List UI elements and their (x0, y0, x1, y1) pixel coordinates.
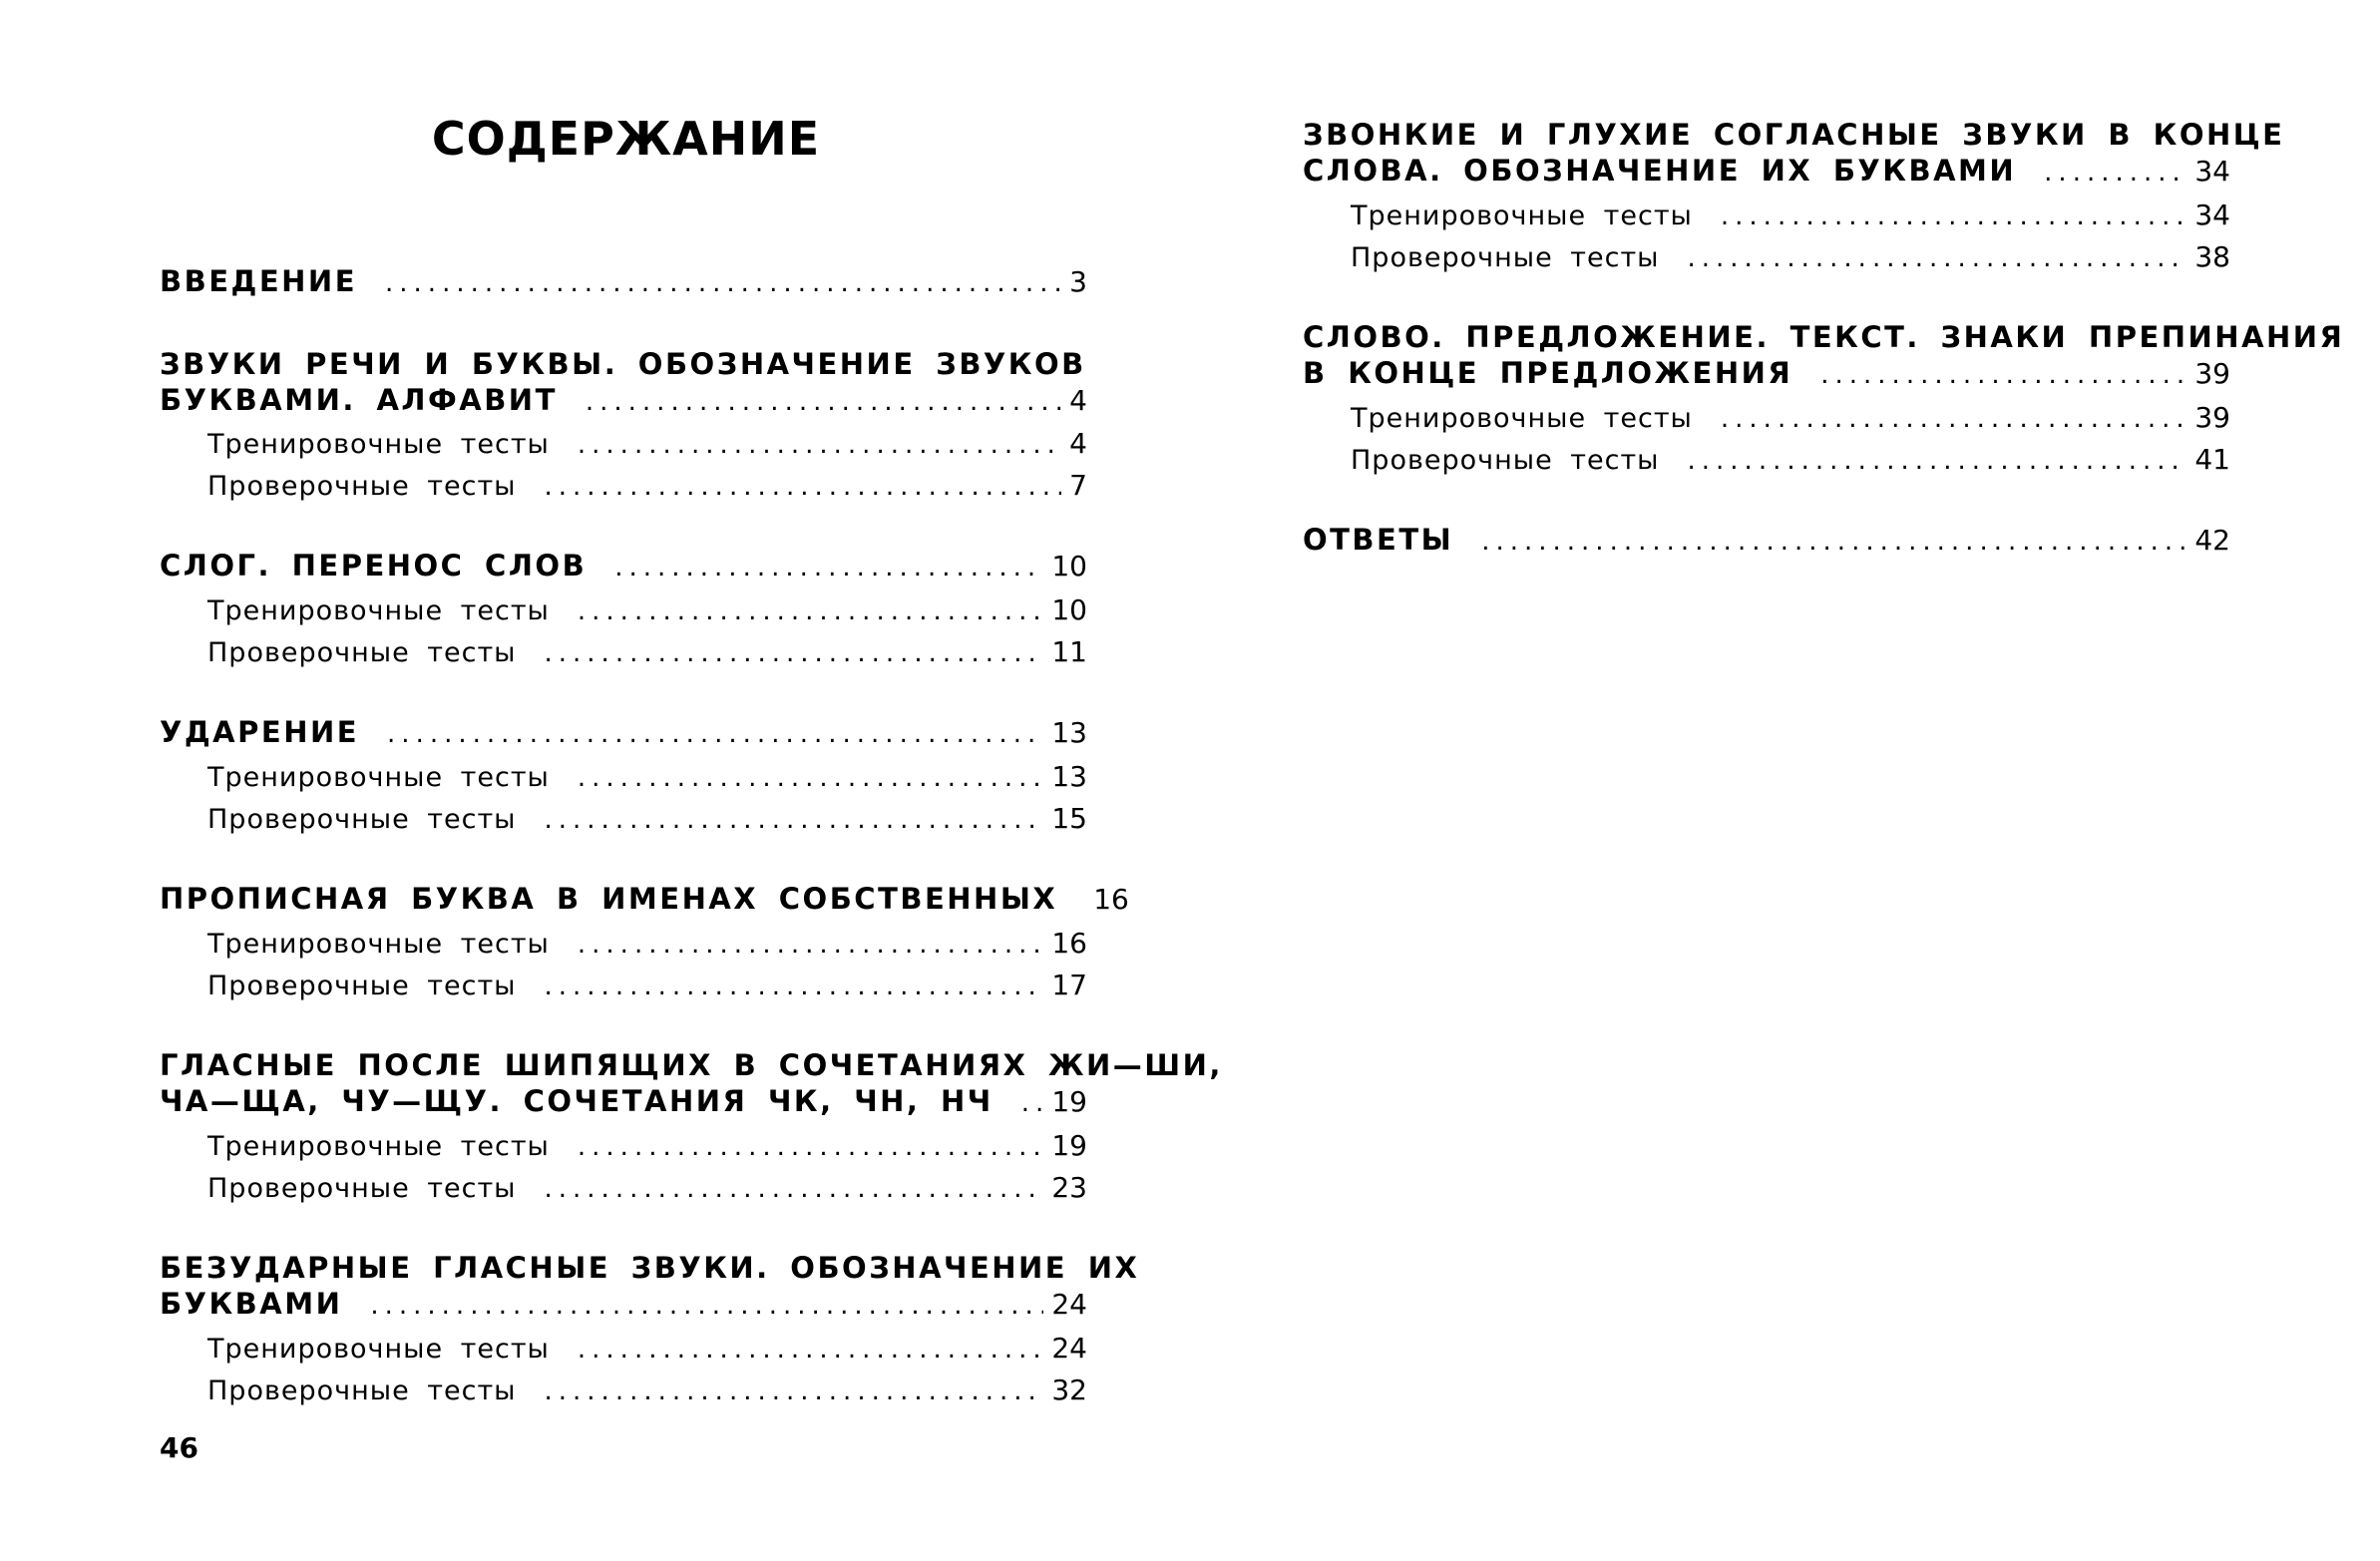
leader-dots (1481, 524, 2186, 560)
sub-label: Проверочные тесты (1351, 242, 1660, 273)
leader-dots (545, 1374, 1044, 1408)
sub-label: Тренировочные тесты (1351, 403, 1693, 434)
leader-dots (578, 928, 1043, 962)
leader-dots (545, 970, 1044, 1003)
toc-entry-unstressed-vowels[interactable] (160, 1250, 1140, 1324)
toc-heading-line: ЗВОНКИЕ И ГЛУХИЕ СОГЛАСНЫЕ ЗВУКИ В КОНЦЕ (1303, 118, 2285, 152)
page-ref: 13 (1051, 760, 1087, 793)
toc-sub-check[interactable] (207, 802, 1087, 837)
page-ref: 24 (1051, 1288, 1087, 1321)
sub-label: Проверочные тесты (1351, 445, 1660, 476)
toc-sub-check[interactable] (207, 635, 1087, 670)
toc-sub-check[interactable] (1351, 240, 2230, 275)
toc-heading-line: ЧА—ЩА, ЧУ—ЩУ. СОЧЕТАНИЯ ЧК, ЧН, НЧ (160, 1084, 993, 1118)
toc-entry-capital-letter[interactable] (160, 881, 1129, 919)
leader-dots (2044, 155, 2186, 191)
page-ref: 19 (1051, 1129, 1087, 1162)
sub-label: Тренировочные тесты (207, 1334, 550, 1365)
sub-label: Проверочные тесты (207, 1173, 517, 1204)
page-ref: 4 (1069, 427, 1087, 460)
sub-label: Проверочные тесты (207, 1375, 517, 1406)
toc-sub-training[interactable] (207, 593, 1087, 628)
leader-dots (370, 1288, 1043, 1324)
page-ref: 4 (1069, 384, 1087, 417)
leader-dots (578, 428, 1061, 462)
page-ref: 34 (2194, 155, 2230, 188)
toc-sub-training[interactable] (1351, 198, 2230, 233)
page-ref: 32 (1051, 1373, 1087, 1406)
page-ref: 15 (1051, 802, 1087, 835)
leader-dots (1021, 1085, 1044, 1121)
page-ref: 11 (1051, 635, 1087, 668)
page-ref: 3 (1069, 265, 1087, 298)
page-ref: 39 (2194, 357, 2230, 390)
toc-sub-training[interactable] (207, 1332, 1087, 1366)
leader-dots (1688, 444, 2187, 478)
toc-sub-check[interactable] (207, 1373, 1087, 1408)
toc-entry-answers[interactable] (1303, 522, 2230, 560)
toc-sub-training[interactable] (207, 760, 1087, 795)
page-ref: 13 (1051, 716, 1087, 749)
page-ref: 38 (2194, 240, 2230, 273)
sub-label: Тренировочные тесты (207, 1131, 550, 1162)
page-ref: 17 (1051, 969, 1087, 1001)
page-ref: 34 (2194, 198, 2230, 231)
toc-entry-syllable[interactable] (160, 548, 1087, 585)
toc-heading-line: СЛОВА. ОБОЗНАЧЕНИЕ ИХ БУКВАМИ (1303, 154, 2017, 188)
leader-dots (1820, 357, 2186, 393)
toc-heading: СЛОГ. ПЕРЕНОС СЛОВ (160, 549, 588, 583)
toc-heading-line: ЗВУКИ РЕЧИ И БУКВЫ. ОБОЗНАЧЕНИЕ ЗВУКОВ (160, 347, 1086, 381)
page-ref: 23 (1051, 1171, 1087, 1204)
sub-label: Тренировочные тесты (207, 762, 550, 793)
toc-sub-training[interactable] (207, 1129, 1087, 1164)
toc-heading-line: В КОНЦЕ ПРЕДЛОЖЕНИЯ (1303, 356, 1793, 390)
toc-sub-check[interactable] (207, 469, 1087, 504)
leader-dots (578, 594, 1043, 628)
page-ref: 41 (2194, 443, 2230, 476)
leader-dots (1721, 402, 2186, 436)
toc-entry-voiced-voiceless[interactable] (1303, 117, 2285, 191)
sub-label: Тренировочные тесты (207, 429, 550, 460)
leader-dots (1688, 241, 2187, 275)
leader-dots (578, 761, 1043, 795)
sub-label: Тренировочные тесты (1351, 200, 1693, 231)
leader-dots (545, 803, 1044, 837)
toc-entry-stress[interactable] (160, 714, 1087, 752)
sub-label: Проверочные тесты (207, 804, 517, 835)
toc-sub-training[interactable] (207, 927, 1087, 962)
sub-label: Тренировочные тесты (207, 929, 550, 960)
leader-dots (578, 1333, 1043, 1366)
toc-heading: ПРОПИСНАЯ БУКВА В ИМЕНАХ СОБСТВЕННЫХ (160, 882, 1058, 916)
page-ref: 19 (1051, 1085, 1087, 1118)
toc-heading-line: ГЛАСНЫЕ ПОСЛЕ ШИПЯЩИХ В СОЧЕТАНИЯХ ЖИ—ШИ, (160, 1048, 1223, 1082)
sub-label: Проверочные тесты (207, 637, 517, 668)
toc-sub-training[interactable] (207, 427, 1087, 462)
leader-dots (545, 470, 1062, 504)
page-ref: 16 (1093, 883, 1129, 916)
page-ref: 39 (2194, 401, 2230, 434)
toc-heading-line: БУКВАМИ. АЛФАВИТ (160, 383, 558, 417)
toc-entry-vowels-after-sibilants[interactable] (160, 1047, 1223, 1121)
leader-dots (578, 1130, 1043, 1164)
leader-dots (387, 716, 1043, 752)
leader-dots (545, 1172, 1044, 1206)
toc-heading: ВВЕДЕНИЕ (160, 264, 358, 298)
page-number: 46 (160, 1431, 198, 1464)
toc-heading-line: БУКВАМИ (160, 1287, 343, 1321)
toc-sub-check[interactable] (207, 969, 1087, 1003)
toc-entry-sounds-letters[interactable] (160, 346, 1087, 420)
sub-label: Проверочные тесты (207, 471, 517, 502)
toc-heading-line: СЛОВО. ПРЕДЛОЖЕНИЕ. ТЕКСТ. ЗНАКИ ПРЕПИНАНИЯ (1303, 320, 2345, 354)
page-ref: 10 (1051, 550, 1087, 583)
toc-sub-check[interactable] (1351, 443, 2230, 478)
toc-sub-training[interactable] (1351, 401, 2230, 436)
page-ref: 24 (1051, 1332, 1087, 1365)
sub-label: Проверочные тесты (207, 971, 517, 1001)
leader-dots (1721, 199, 2186, 233)
toc-entry-intro[interactable] (160, 263, 1087, 301)
leader-dots (586, 384, 1061, 420)
leader-dots (545, 636, 1044, 670)
page-title: СОДЕРЖАНИЕ (431, 112, 821, 166)
page-ref: 10 (1051, 593, 1087, 626)
toc-heading: ОТВЕТЫ (1303, 523, 1454, 557)
page-ref: 16 (1051, 927, 1087, 960)
toc-entry-word-sentence-text[interactable] (1303, 319, 2345, 393)
sub-label: Тренировочные тесты (207, 595, 550, 626)
leader-dots (614, 550, 1043, 585)
toc-sub-check[interactable] (207, 1171, 1087, 1206)
page-ref: 7 (1069, 469, 1087, 502)
toc-heading-line: БЕЗУДАРНЫЕ ГЛАСНЫЕ ЗВУКИ. ОБОЗНАЧЕНИЕ ИХ (160, 1251, 1140, 1285)
page-ref: 42 (2194, 524, 2230, 557)
toc-heading: УДАРЕНИЕ (160, 715, 360, 749)
leader-dots (385, 265, 1061, 301)
